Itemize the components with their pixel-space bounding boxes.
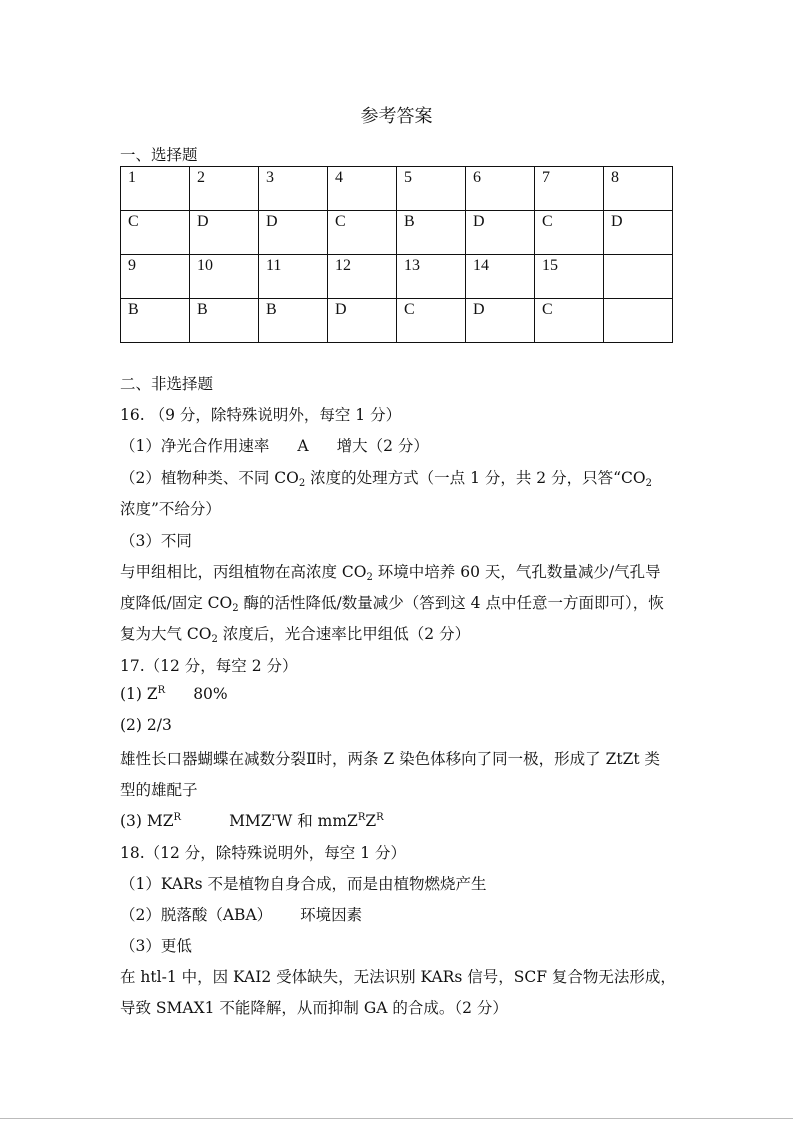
q18-answer-2 [120,903,362,925]
superscript: R [376,812,384,823]
table-cell: D [604,211,673,255]
section-heading-choice: 一、选择题 [120,146,198,164]
superscript: r [271,812,277,823]
q16-answer-1 [120,434,429,456]
q17-a3-p1: (3) MZ [120,812,174,830]
page-bottom-divider [0,1118,793,1119]
table-cell: 14 [466,255,535,299]
q16-a3-l3-p2: 浓度后，光合速率比甲组低（2 分） [217,625,471,643]
superscript: R [357,812,366,823]
table-cell: C [328,211,397,255]
table-cell: 11 [259,255,328,299]
page-title: 参考答案 [360,106,433,127]
q18-answer-1: （1）KARs 不是植物自身合成，而是由植物燃烧产生 [120,875,487,893]
subscript-2: 2 [298,478,306,489]
q17-answer-2: (2) 2/3 [120,716,172,734]
q16-a3-l1-p2: 环境中培养 60 天，气孔数量减少/气孔导 [372,563,661,581]
table-row [121,299,673,343]
table-cell: 2 [190,167,259,211]
q17-a3-p2: MMZ [229,812,272,830]
subscript-2: 2 [211,634,218,645]
table-cell: 13 [397,255,466,299]
q16-answer-3-line2 [120,591,664,614]
table-cell: 15 [535,255,604,299]
section-heading-nonchoice: 二、非选择题 [120,375,214,393]
q16-heading: 16. （9 分，除特殊说明外，每空 1 分） [120,406,402,424]
table-cell: D [328,299,397,343]
q17-answer-2-line1: 雄性长口器蝴蝶在减数分裂Ⅱ时，两条 Z 染色体移向了同一极，形成了 ZtZt 类 [120,750,661,768]
answer-table [120,166,673,343]
q16-answer-3-line1 [120,560,661,583]
table-cell: D [259,211,328,255]
q16-a1-b: A [297,437,309,455]
table-cell: D [190,211,259,255]
table-cell: C [535,299,604,343]
q16-a2-p1: （2）植物种类、不同 CO [120,469,299,487]
table-row [121,211,673,255]
table-cell: D [466,211,535,255]
superscript: R [173,812,182,823]
q16-answer-3: （3）不同 [120,532,192,550]
table-cell: 3 [259,167,328,211]
q17-a1-p1: (1) Z [120,685,158,703]
q16-a3-l2-p2: 酶的活性降低/数量减少（答到这 4 点中任意一方面即可），恢 [238,594,664,612]
q16-answer-3-line3 [120,622,470,645]
table-cell: C [397,299,466,343]
table-cell: 6 [466,167,535,211]
table-cell: 9 [121,255,190,299]
superscript: R [157,685,166,696]
table-cell: C [535,211,604,255]
q16-a3-l2-p1: 度降低/固定 CO [120,594,233,612]
subscript-2: 2 [645,478,652,489]
q16-a3-l3-p1: 复为大气 CO [120,625,212,643]
q18-a2-p2: 环境因素 [300,906,363,924]
table-cell: 5 [397,167,466,211]
table-row [121,167,673,211]
q17-answer-1 [120,685,228,703]
table-cell [604,255,673,299]
q17-a1-p2: 80% [193,685,228,703]
q16-answer-2 [120,466,652,489]
q17-answer-3 [120,809,384,831]
q17-a3-p3: W 和 mmZ [276,812,358,830]
table-cell: B [259,299,328,343]
q17-a3-p4: Z [365,812,377,830]
table-cell: 7 [535,167,604,211]
table-cell: 8 [604,167,673,211]
q18-a2-p1: （2）脱落酸（ABA） [120,906,273,924]
q18-answer-3-line1: 在 htl-1 中，因 KAI2 受体缺失，无法识别 KARs 信号，SCF 复合物无法形成， [120,968,676,986]
table-cell: B [121,299,190,343]
q16-answer-2-line2: 浓度”不给分） [120,500,221,518]
table-cell [604,299,673,343]
q16-a3-l1-p1: 与甲组相比，丙组植物在高浓度 CO [120,563,367,581]
q18-answer-3: （3）更低 [120,937,192,955]
q17-heading: 17.（12 分，每空 2 分） [120,657,298,675]
table-cell: 10 [190,255,259,299]
q18-heading: 18.（12 分，除特殊说明外，每空 1 分） [120,844,407,862]
table-cell: 1 [121,167,190,211]
subscript-2: 2 [232,603,239,614]
table-cell: B [190,299,259,343]
table-cell: C [121,211,190,255]
q17-answer-2-line2: 型的雄配子 [120,781,198,799]
table-cell: B [397,211,466,255]
table-cell: 12 [328,255,397,299]
q16-a1-c: 增大（2 分） [336,437,429,455]
q16-a2-p2: 浓度的处理方式（一点 1 分，共 2 分，只答“CO [305,469,646,487]
q16-a1-label: （1）净光合作用速率 [120,437,270,455]
table-cell: D [466,299,535,343]
table-cell: 4 [328,167,397,211]
q18-answer-3-line2: 导致 SMAX1 不能降解，从而抑制 GA 的合成。（2 分） [120,999,508,1017]
table-row [121,255,673,299]
subscript-2: 2 [366,572,373,583]
